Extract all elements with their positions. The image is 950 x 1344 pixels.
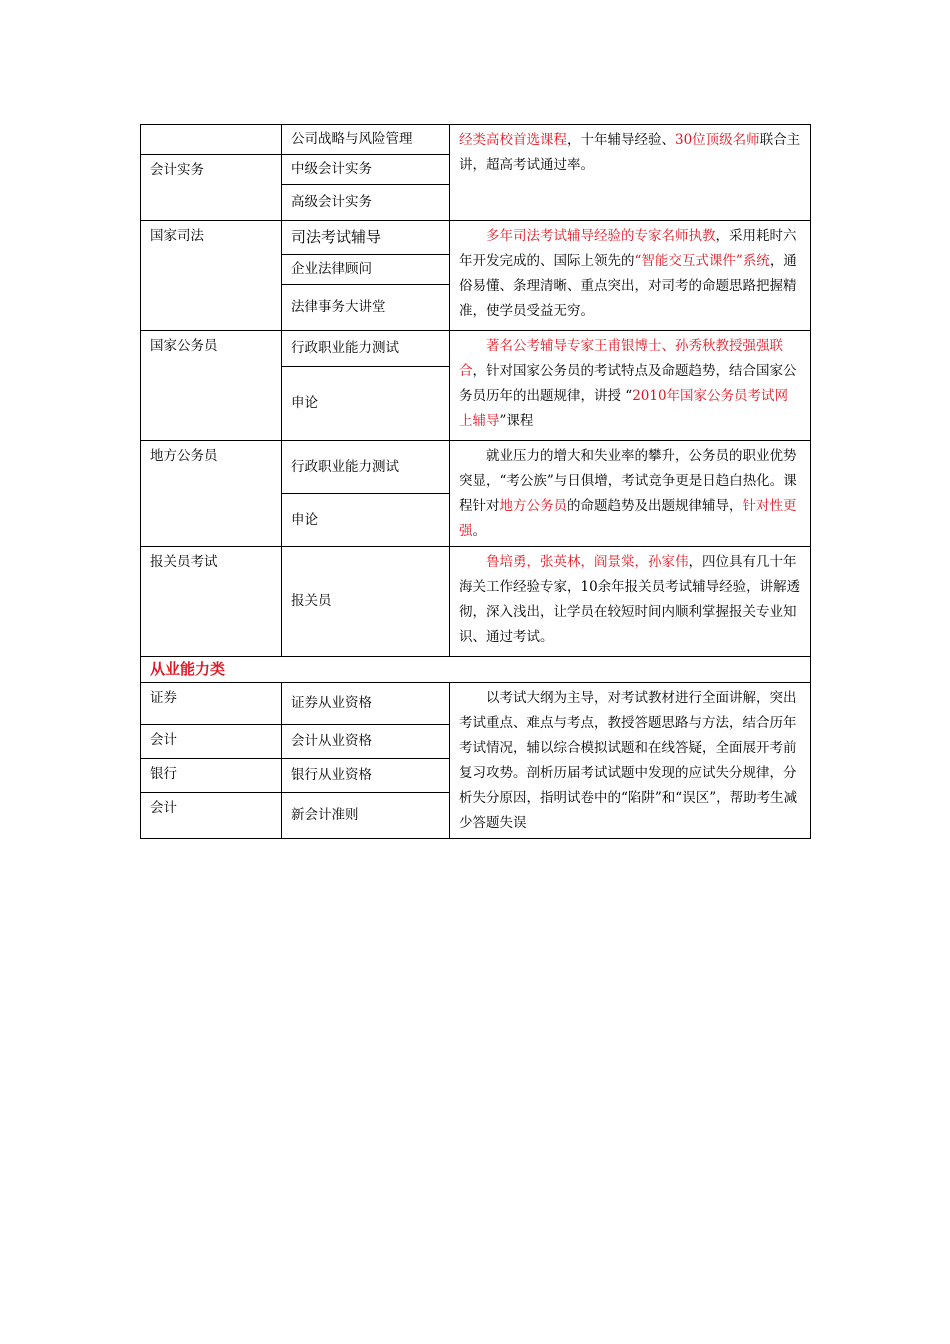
description-text: 就业压力的增大和失业率的攀升，公务员的职业优势突显，“考公族”与日俱增，考试竞争更是日趋白热化。课程针对 <box>459 448 797 514</box>
course-item: 司法考试辅导 <box>282 221 450 255</box>
description-text: ，通俗易懂、条理清晰、重点突出，对司考的命题思路把握精准，使学员受益无穷。 <box>459 253 797 319</box>
course-description <box>450 547 811 657</box>
highlight-text: 鲁培勇，张英林，阎景棠，孙家伟 <box>486 554 689 570</box>
highlight-text: 经类高校首选课程 <box>459 132 567 148</box>
description-text: 联合主讲，超高考试通过率。 <box>459 132 801 173</box>
course-table <box>140 124 811 839</box>
course-item: 报关员 <box>282 547 450 657</box>
description-text: ，针对国家公务员的考试特点及命题趋势，结合国家公务员历年的出题规律，讲授 “ <box>459 363 797 404</box>
table-row <box>141 441 811 494</box>
category-cell: 会计实务 <box>141 155 282 221</box>
course-item: 证券从业资格 <box>282 683 450 725</box>
category-cell: 国家司法 <box>141 221 282 331</box>
description-text: ，采用耗时六年开发完成的、国际上领先的 <box>459 228 797 269</box>
table-row <box>141 331 811 367</box>
description-text: 的命题趋势及出题规律辅导， <box>567 498 743 514</box>
table-row <box>141 125 811 155</box>
course-item: 行政职业能力测试 <box>282 441 450 494</box>
category-cell: 国家公务员 <box>141 331 282 441</box>
description-text: ，四位具有几十年海关工作经验专家，10余年报关员考试辅导经验，讲解透彻，深入浅出，让学员在较短时间内顺利掌握报关专业知识、通过考试。 <box>459 554 801 645</box>
highlight-text: 著名公考辅导专家王甫银博士、孙秀秋教授强强联合 <box>459 338 783 379</box>
section-title: 从业能力类 <box>141 657 811 683</box>
description-text: ”课程 <box>499 413 534 429</box>
course-item: 行政职业能力测试 <box>282 331 450 367</box>
category-cell: 会计 <box>141 724 282 758</box>
course-description <box>450 125 811 221</box>
highlight-text: “智能交互式课件”系统 <box>634 253 770 269</box>
category-cell-empty <box>141 125 282 155</box>
course-item: 会计从业资格 <box>282 724 450 758</box>
description-text: ，十年辅导经验、 <box>567 132 675 148</box>
course-item: 企业法律顾问 <box>282 255 450 285</box>
category-cell: 证券 <box>141 683 282 725</box>
highlight-text: 30位顶级名师 <box>675 132 760 148</box>
course-description <box>450 331 811 441</box>
course-item: 公司战略与风险管理 <box>282 125 450 155</box>
highlight-text: 针对性更强 <box>459 498 797 539</box>
highlight-text: 2010年国家公务员考试网上辅导 <box>459 388 789 429</box>
course-description <box>450 441 811 547</box>
course-item: 申论 <box>282 367 450 441</box>
highlight-text: 地方公务员 <box>499 498 567 514</box>
course-item: 中级会计实务 <box>282 155 450 185</box>
description-text: 。 <box>472 523 486 539</box>
course-item: 法律事务大讲堂 <box>282 285 450 331</box>
category-cell: 报关员考试 <box>141 547 282 657</box>
table-row <box>141 657 811 683</box>
course-description <box>450 221 811 331</box>
table-row <box>141 683 811 725</box>
category-cell: 地方公务员 <box>141 441 282 547</box>
course-item: 申论 <box>282 494 450 547</box>
table-row <box>141 547 811 657</box>
highlight-text: 多年司法考试辅导经验的专家名师执教 <box>486 228 716 244</box>
table-row <box>141 221 811 255</box>
course-item: 银行从业资格 <box>282 758 450 792</box>
course-item: 高级会计实务 <box>282 185 450 221</box>
category-cell: 银行 <box>141 758 282 792</box>
course-description: 以考试大纲为主导，对考试教材进行全面讲解，突出考试重点、难点与考点，教授答题思路与方法，结合历年考试情况，辅以综合模拟试题和在线答疑，全面展开考前复习攻势。剖析历届考试试题中发现的应试失分规律，分析失分原因，指明试卷中的“陷阱”和“误区”，帮助考生减少答题失误 <box>450 683 811 839</box>
category-cell: 会计 <box>141 793 282 839</box>
course-item: 新会计准则 <box>282 793 450 839</box>
